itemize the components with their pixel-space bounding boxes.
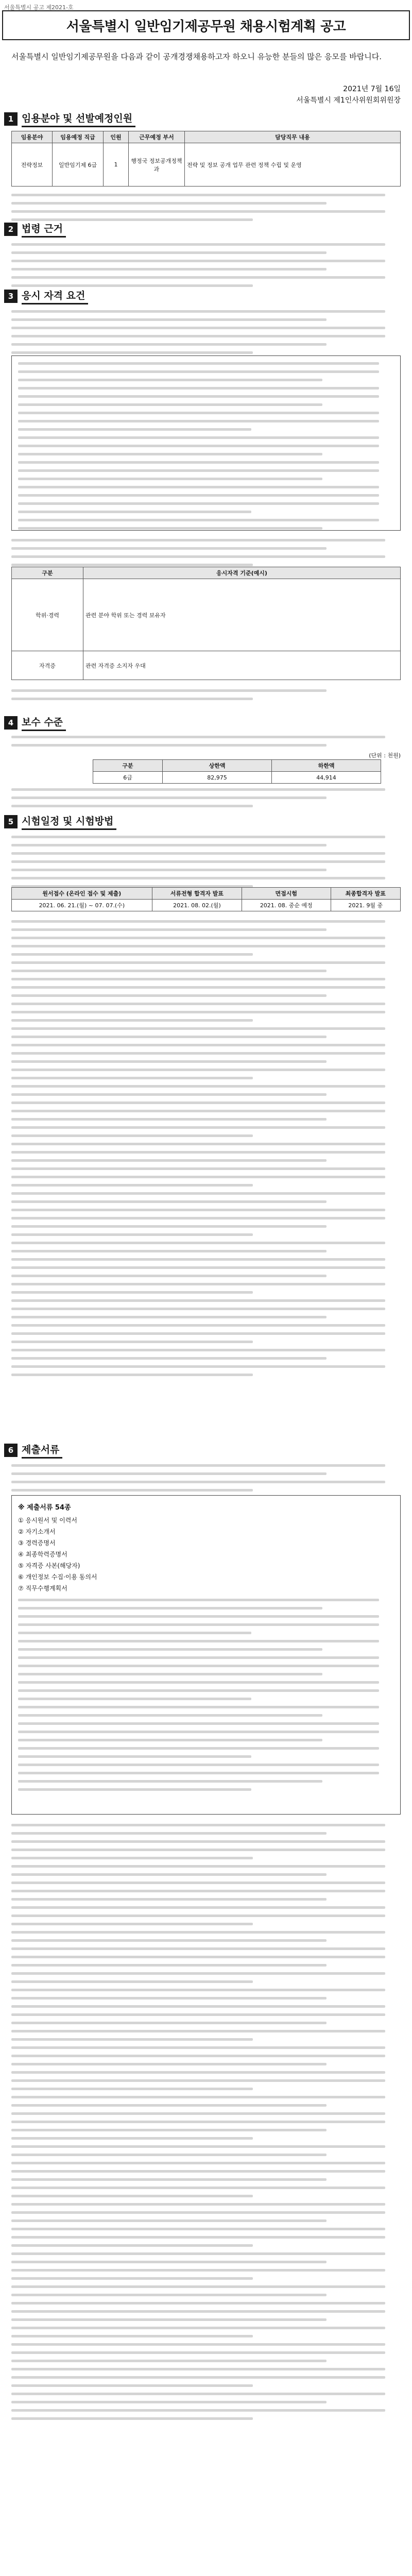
- section-2-body: [11, 243, 401, 293]
- table-cell: 2021. 9월 중: [331, 900, 401, 911]
- section-5-heading: 5 시험일정 및 시험방법: [4, 814, 116, 829]
- table-header: 임용예정 직급: [53, 131, 104, 143]
- table-cell: 관련 자격증 소지자 우대: [83, 651, 401, 680]
- eligibility-box: [11, 355, 401, 531]
- section-1-notes: [11, 194, 401, 227]
- table-row: [12, 651, 401, 680]
- section-3-footnote: [11, 689, 401, 706]
- lead-paragraph: 서울특별시 일반임기제공무원을 다음과 같이 공개경쟁채용하고자 하오니 유능한 분들의 많은 응모를 바랍니다.: [11, 52, 382, 61]
- section-5-body-b: [11, 920, 401, 1382]
- table-cell: 관련 분야 학위 또는 경력 보유자: [83, 579, 401, 651]
- table-cell: 1: [104, 143, 129, 187]
- table-header: 서류전형 합격자 발표: [152, 888, 242, 900]
- section-4-body: [11, 736, 401, 752]
- section-6-body: [11, 1824, 401, 2426]
- section-3-general: [11, 310, 401, 360]
- table-qualification: [11, 567, 401, 680]
- table-row: [93, 772, 381, 784]
- section-3-heading: 3 응시 자격 요건: [4, 289, 88, 304]
- list-item: ① 응시원서 및 이력서: [18, 1517, 77, 1524]
- table-row: [12, 900, 401, 911]
- announcement-number: 서울특별시 공고 제2021-호: [4, 4, 74, 11]
- table-header: 상한액: [163, 760, 272, 772]
- table-header: 응시자격 기준(예시): [83, 567, 401, 579]
- table-header: 담당직무 내용: [185, 131, 401, 143]
- table-cell: 전략정보: [12, 143, 53, 187]
- list-item: ⑦ 직무수행계획서: [18, 1585, 67, 1592]
- table-header: 근무예정 부서: [129, 131, 185, 143]
- table-cell: 2021. 08. 중순 예정: [242, 900, 331, 911]
- table-cell: 2021. 06. 21.(월) ~ 07. 07.(수): [12, 900, 152, 911]
- section-5-body-a: [11, 836, 401, 893]
- table-header: 인원: [104, 131, 129, 143]
- section-2-heading: 2 법령 근거: [4, 222, 66, 237]
- table-cell: 2021. 08. 02.(월): [152, 900, 242, 911]
- table-header: 하한액: [272, 760, 381, 772]
- list-item: ⑥ 개인정보 수집·이용 동의서: [18, 1573, 97, 1581]
- table-cell: 6급: [93, 772, 163, 784]
- table-recruitment-field: [11, 131, 401, 187]
- table-cell: 행정국 정보공개정책과: [129, 143, 185, 187]
- list-item: ④ 최종학력증명서: [18, 1551, 67, 1558]
- table-header: 구분: [93, 760, 163, 772]
- table-header: 임용분야: [12, 131, 53, 143]
- announcing-organization: 서울특별시 제1인사위원회위원장: [296, 96, 401, 105]
- section-6-intro: [11, 1464, 401, 1497]
- title-box: [2, 10, 410, 40]
- list-item: ② 자기소개서: [18, 1528, 56, 1535]
- page-title: 서울특별시 일반임기제공무원 채용시험계획 공고: [66, 19, 346, 35]
- table-row: [12, 143, 401, 187]
- table-cell: 학위·경력: [12, 579, 83, 651]
- section-4-notes: [11, 788, 401, 813]
- documents-box: ※ 제출서류 54종 ① 응시원서 및 이력서 ② 자기소개서 ③ 경력증명서 ④ 최종학력증명서 ⑤ 자격증 사본(해당자) ⑥ 개인정보 수집·이용 동의서 ⑦ 직무수행계획서: [11, 1495, 401, 1815]
- table-schedule: [11, 887, 401, 911]
- table-cell: 44,914: [272, 772, 381, 784]
- list-item: ③ 경력증명서: [18, 1539, 56, 1547]
- table-cell: 자격증: [12, 651, 83, 680]
- table-header: 면접시험: [242, 888, 331, 900]
- table-row: [12, 579, 401, 651]
- table-cell: 82,975: [163, 772, 272, 784]
- section-1-heading: 1 임용분야 및 선발예정인원: [4, 111, 135, 127]
- table-cell: 전략 및 정보 공개 업무 관련 정책 수립 및 운영: [185, 143, 401, 187]
- table-salary: [93, 759, 381, 784]
- list-item: ⑤ 자격증 사본(해당자): [18, 1562, 80, 1569]
- section-6-heading: 6 제출서류: [4, 1443, 62, 1458]
- table-header: 구분: [12, 567, 83, 579]
- table-header: 원서접수 (온라인 접수 및 제출): [12, 888, 152, 900]
- announcement-date: 2021년 7월 16일: [343, 85, 401, 93]
- section-4-heading: 4 보수 수준: [4, 715, 66, 731]
- table-header: 최종합격자 발표: [331, 888, 401, 900]
- table-cell: 일반임기제 6급: [53, 143, 104, 187]
- salary-unit: (단위 : 천원): [369, 752, 401, 759]
